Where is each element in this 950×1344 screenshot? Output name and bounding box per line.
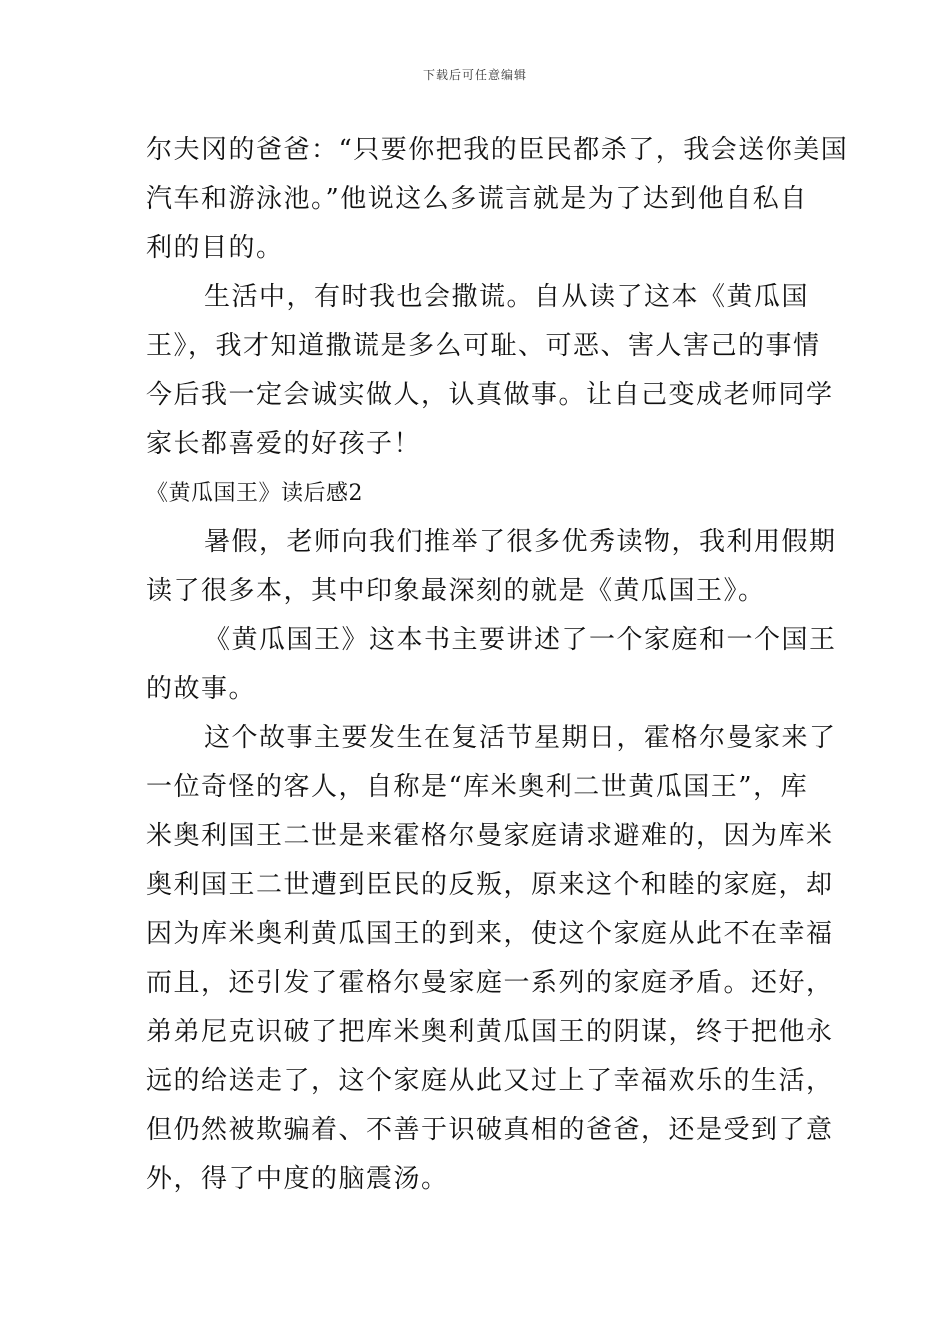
text-line-6: 今后我一定会诚实做人，认真做事。让自己变成老师同学 [146, 380, 834, 410]
text-line-18: 而且，还引发了霍格尔曼家庭一系列的家庭矛盾。还好， [146, 968, 834, 998]
text-line-11: 《黄瓜国王》这本书主要讲述了一个家庭和一个国王 [204, 625, 837, 655]
text-line-22: 外，得了中度的脑震汤。 [146, 1164, 449, 1194]
text-line-14: 一位奇怪的客人，自称是“库米奥利二世黄瓜国王”，库 [146, 772, 809, 802]
text-line-17: 因为库米奥利黄瓜国王的到来，使这个家庭从此不在幸福 [146, 919, 834, 949]
text-line-16: 奥利国王二世遭到臣民的反叛，原来这个和睦的家庭，却 [146, 870, 834, 900]
text-line-13: 这个故事主要发生在复活节星期日，霍格尔曼家来了 [204, 723, 837, 753]
text-line-15: 米奥利国王二世是来霍格尔曼家庭请求避难的，因为库米 [146, 821, 834, 851]
text-line-2: 汽车和游泳池。”他说这么多谎言就是为了达到他自私自 [146, 184, 808, 214]
text-line-21: 但仍然被欺骗着、不善于识破真相的爸爸，还是受到了意 [146, 1115, 834, 1145]
page-header: 下载后可任意编辑 [422, 68, 527, 82]
text-line-3: 利的目的。 [146, 233, 284, 263]
text-line-4: 生活中，有时我也会撒谎。自从读了这本《黄瓜国 [204, 282, 810, 312]
document-body [146, 126, 849, 1204]
text-line-9: 暑假，老师向我们推举了很多优秀读物，我利用假期 [204, 527, 837, 557]
text-line-19: 弟弟尼克识破了把库米奥利黄瓜国王的阴谋，终于把他永 [146, 1017, 834, 1047]
text-line-1: 尔夫冈的爸爸：“只要你把我的臣民都杀了，我会送你美国 [146, 135, 849, 165]
text-line-5: 王》，我才知道撒谎是多么可耻、可恶、害人害己的事情 [146, 331, 821, 361]
text-line-7: 家长都喜爱的好孩子！ [146, 429, 422, 459]
section-title: 《黄瓜国王》读后感2 [146, 481, 363, 506]
text-line-10: 读了很多本，其中印象最深刻的就是《黄瓜国王》。 [146, 576, 766, 606]
text-line-12: 的故事。 [146, 674, 257, 704]
text-line-20: 远的给送走了，这个家庭从此又过上了幸福欢乐的生活， [146, 1066, 834, 1096]
